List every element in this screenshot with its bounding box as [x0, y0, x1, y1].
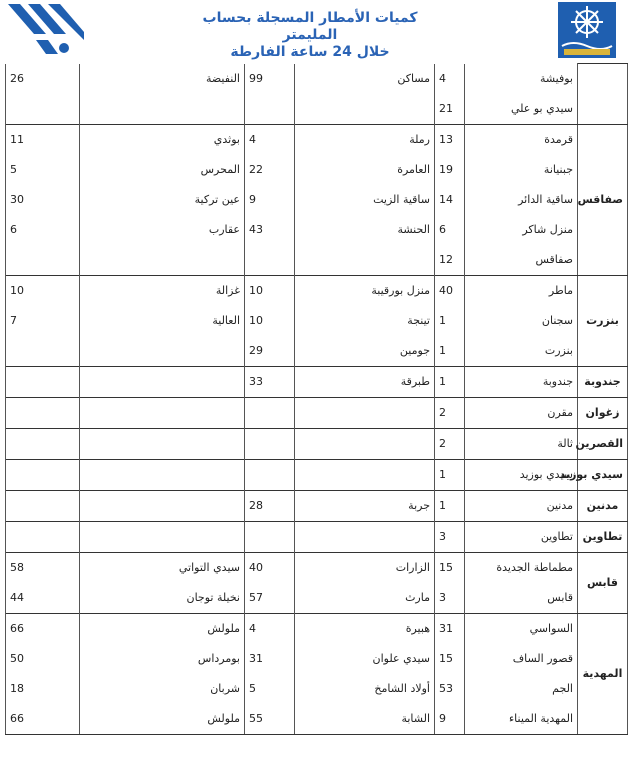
station-name: مطماطة الجديدة	[465, 552, 578, 583]
rainfall-table-body	[6, 64, 628, 735]
governorate-cell	[578, 64, 628, 125]
rain-value: 53	[435, 674, 465, 704]
station-name: الزارات	[295, 552, 435, 583]
governorate-cell: صفاقس	[578, 124, 628, 275]
rain-value	[6, 521, 80, 552]
rain-value: 3	[435, 583, 465, 614]
station-name	[80, 245, 245, 276]
rain-value	[245, 521, 295, 552]
table-row	[6, 155, 628, 185]
governorate-cell: المهدية	[578, 613, 628, 734]
table-row	[6, 644, 628, 674]
rain-value: 9	[245, 185, 295, 215]
station-name: عين تركية	[80, 185, 245, 215]
rain-value	[6, 459, 80, 490]
rain-value	[6, 428, 80, 459]
rain-value	[245, 94, 295, 125]
table-row	[6, 613, 628, 644]
station-name	[295, 459, 435, 490]
station-name: سيدي بو علي	[465, 94, 578, 125]
rain-value: 14	[435, 185, 465, 215]
rain-value: 10	[6, 275, 80, 306]
page-header	[0, 0, 630, 62]
station-name: ماطر	[465, 275, 578, 306]
table-row	[6, 185, 628, 215]
rain-value: 5	[6, 155, 80, 185]
rain-value: 11	[6, 124, 80, 155]
table-row	[6, 215, 628, 245]
rain-value: 55	[245, 704, 295, 735]
rain-value: 4	[435, 64, 465, 94]
rain-value	[6, 490, 80, 521]
station-name: رملة	[295, 124, 435, 155]
governorate-cell: تطاوين	[578, 521, 628, 552]
table-row	[6, 336, 628, 367]
station-name: سيدي التواتي	[80, 552, 245, 583]
rain-value: 15	[435, 644, 465, 674]
rain-value: 10	[245, 306, 295, 336]
rain-value: 28	[245, 490, 295, 521]
station-name: قصور الساف	[465, 644, 578, 674]
rain-value	[6, 94, 80, 125]
rain-value: 21	[435, 94, 465, 125]
rain-value	[6, 366, 80, 397]
station-name: العامرة	[295, 155, 435, 185]
governorate-cell: جندوبة	[578, 366, 628, 397]
station-name: بوفيشة	[465, 64, 578, 94]
station-name: مساكن	[295, 64, 435, 94]
station-name	[80, 459, 245, 490]
table-row	[6, 275, 628, 306]
governorate-cell: بنزرت	[578, 275, 628, 366]
rain-value: 1	[435, 459, 465, 490]
rain-value: 40	[245, 552, 295, 583]
table-row	[6, 397, 628, 428]
station-name: بنزرت	[465, 336, 578, 367]
station-name: سيدي بوزيد	[465, 459, 578, 490]
rain-value	[245, 245, 295, 276]
station-name: منزل شاكر	[465, 215, 578, 245]
station-name: الجم	[465, 674, 578, 704]
rain-value: 10	[245, 275, 295, 306]
rain-value: 66	[6, 613, 80, 644]
governorate-cell: زغوان	[578, 397, 628, 428]
station-name: عقارب	[80, 215, 245, 245]
station-name: منزل بورقيبة	[295, 275, 435, 306]
station-name: السواسي	[465, 613, 578, 644]
station-name: الحنشة	[295, 215, 435, 245]
table-row	[6, 94, 628, 125]
station-name: غزالة	[80, 275, 245, 306]
station-name	[80, 490, 245, 521]
rain-value: 4	[245, 613, 295, 644]
table-row	[6, 459, 628, 490]
station-name: مقرن	[465, 397, 578, 428]
rain-value: 1	[435, 306, 465, 336]
governorate-cell: القصرين	[578, 428, 628, 459]
rain-value: 3	[435, 521, 465, 552]
station-name: ملولش	[80, 704, 245, 735]
station-name: هبيرة	[295, 613, 435, 644]
station-name	[295, 245, 435, 276]
title-line-1: كميات الأمطار المسجلة بحساب المليمتر	[202, 10, 418, 43]
station-name: صفاقس	[465, 245, 578, 276]
rain-value: 57	[245, 583, 295, 614]
station-name: بوثدي	[80, 124, 245, 155]
rain-value	[245, 397, 295, 428]
station-name: العالية	[80, 306, 245, 336]
station-name: طبرقة	[295, 366, 435, 397]
station-name: سيدي علوان	[295, 644, 435, 674]
rain-value	[6, 397, 80, 428]
rain-value: 31	[435, 613, 465, 644]
station-name: ساقية الدائر	[465, 185, 578, 215]
rain-value: 58	[6, 552, 80, 583]
rain-value: 6	[435, 215, 465, 245]
table-row	[6, 490, 628, 521]
table-row	[6, 245, 628, 276]
station-name: نخيلة توجان	[80, 583, 245, 614]
rain-value: 9	[435, 704, 465, 735]
station-name	[295, 397, 435, 428]
table-row	[6, 64, 628, 94]
station-name: مدنين	[465, 490, 578, 521]
page-title	[180, 10, 440, 61]
rainfall-table	[5, 63, 628, 735]
station-name: قرمدة	[465, 124, 578, 155]
rain-value: 13	[435, 124, 465, 155]
governorate-cell: مدنين	[578, 490, 628, 521]
station-name: قابس	[465, 583, 578, 614]
rain-value: 12	[435, 245, 465, 276]
rain-value: 2	[435, 397, 465, 428]
station-name: بومرداس	[80, 644, 245, 674]
station-name: سجنان	[465, 306, 578, 336]
rain-value: 44	[6, 583, 80, 614]
rain-value: 31	[245, 644, 295, 674]
institute-emblem-logo	[558, 2, 616, 58]
station-name: جربة	[295, 490, 435, 521]
table-row	[6, 124, 628, 155]
rain-value: 26	[6, 64, 80, 94]
rain-value	[245, 459, 295, 490]
rain-value: 2	[435, 428, 465, 459]
rain-value: 19	[435, 155, 465, 185]
rain-value: 30	[6, 185, 80, 215]
table-row	[6, 306, 628, 336]
table-row	[6, 674, 628, 704]
rain-value: 22	[245, 155, 295, 185]
table-row	[6, 704, 628, 735]
rain-value	[6, 336, 80, 367]
station-name: أولاد الشامخ	[295, 674, 435, 704]
rain-value: 18	[6, 674, 80, 704]
rain-value: 1	[435, 336, 465, 367]
governorate-cell: قابس	[578, 552, 628, 613]
station-name	[80, 336, 245, 367]
rain-value: 40	[435, 275, 465, 306]
station-name	[295, 428, 435, 459]
station-name	[80, 521, 245, 552]
rain-value: 5	[245, 674, 295, 704]
rain-value: 1	[435, 490, 465, 521]
station-name	[80, 94, 245, 125]
rain-value: 50	[6, 644, 80, 674]
brand-stripes-logo	[6, 4, 84, 56]
rain-value: 29	[245, 336, 295, 367]
rain-value: 4	[245, 124, 295, 155]
station-name	[295, 94, 435, 125]
rain-value: 66	[6, 704, 80, 735]
station-name	[80, 397, 245, 428]
governorate-cell: سيدي بوزيد	[578, 459, 628, 490]
station-name: الشابة	[295, 704, 435, 735]
station-name	[295, 521, 435, 552]
rain-value: 99	[245, 64, 295, 94]
station-name: ملولش	[80, 613, 245, 644]
station-name: تطاوين	[465, 521, 578, 552]
station-name: جبنيانة	[465, 155, 578, 185]
rain-value: 6	[6, 215, 80, 245]
table-row	[6, 583, 628, 614]
station-name: النفيضة	[80, 64, 245, 94]
station-name: جندوبة	[465, 366, 578, 397]
table-row	[6, 521, 628, 552]
rain-value	[245, 428, 295, 459]
rain-value: 1	[435, 366, 465, 397]
station-name: شربان	[80, 674, 245, 704]
rain-value: 43	[245, 215, 295, 245]
station-name: ساقية الزيت	[295, 185, 435, 215]
rain-value: 15	[435, 552, 465, 583]
station-name	[80, 366, 245, 397]
station-name: المحرس	[80, 155, 245, 185]
table-row	[6, 428, 628, 459]
rain-value: 33	[245, 366, 295, 397]
station-name	[80, 428, 245, 459]
rain-value	[6, 245, 80, 276]
station-name: تينجة	[295, 306, 435, 336]
title-line-2: خلال 24 ساعة الفارطة	[230, 44, 390, 60]
station-name: جومين	[295, 336, 435, 367]
rain-value: 7	[6, 306, 80, 336]
station-name: ثالة	[465, 428, 578, 459]
station-name: المهدية الميناء	[465, 704, 578, 735]
station-name: مارث	[295, 583, 435, 614]
table-row	[6, 552, 628, 583]
table-row	[6, 366, 628, 397]
